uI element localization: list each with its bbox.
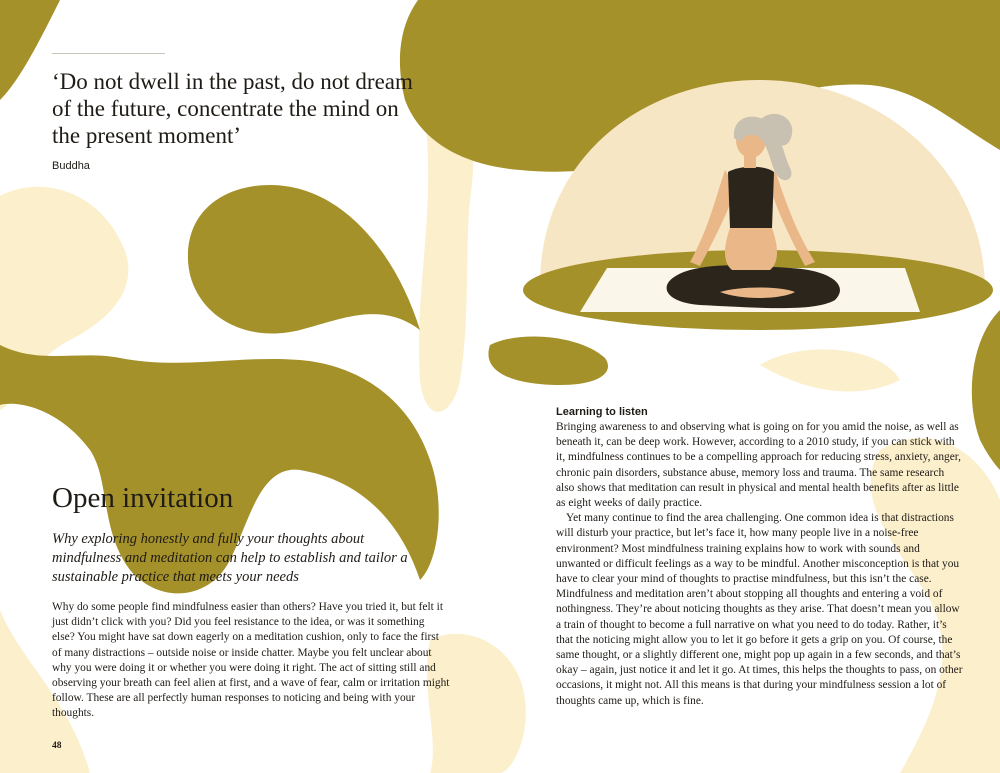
body-paragraph: Bringing awareness to and observing what is going on for you amid the noise, as well as beneath it, can be deep work. However, according to a 2010 study, if you can stick with it, mindfulness continues to be a compelling approach for reducing stress, anxiety, anger, chronic pain disorders, substance abuse, memory loss and trauma. The same research also shows that meditation can result in physical and mental health benefits after as little as eight weeks of daily practice. (556, 421, 961, 510)
article-heading: Open invitation (52, 482, 234, 514)
olive-blob-right-edge (972, 310, 1000, 470)
olive-blob-small-middle (488, 336, 608, 385)
right-column (556, 405, 964, 709)
cream-blob-right-mid (760, 349, 900, 391)
body-paragraph: Yet many continue to find the area challenging. One common idea is that distractions will disturb your practice, but let’s face it, how many people live in a noise-free environment? Most mindfulness training explains how to work with sounds and unwanted or difficult feelings as a way to be mindful. Another misconception is that you have to clear your mind of thoughts to practise mindfulness, but this isn’t the case. Mindfulness and meditation aren’t about stopping all thoughts and entering a void of nothingness. They’re about noticing thoughts as they arise. That doesn’t mean you allow a train of thought to become a full narrative on what you need to do today. Rather, it’s that the noticing might allow you to let it go before it gets a grip on you. Of course, the same thought, or a slightly different one, might pop up again in a few seconds, and that’s okay – again, just notice it and let it go. At times, this helps the thoughts to pass, on other occasions, it might not. All this means is that during your mindfulness session a lot of thoughts came up, which is fine. (556, 512, 963, 707)
pull-quote: ‘Do not dwell in the past, do not dream of the future, concentrate the mind on the present moment’ (52, 69, 413, 148)
quote-author: Buddha (52, 160, 90, 172)
olive-blob-top-left (0, 0, 60, 100)
section-title: Learning to listen (556, 406, 648, 418)
page-number: 48 (52, 741, 62, 751)
intro-paragraph: Why do some people find mindfulness easier than others? Have you tried it, but felt it just didn’t click with you? Did you feel resistance to the idea, or was it something else? You might have sat down eagerly on a meditation cushion, only to face the first of many distractions – outside noise or inside chatter. Maybe you felt unclear about why you were doing it or whether you were doing it right. The act of sitting still and observing your breath can feel alien at first, and a wave of fear, calm or irritation might follow. These are all perfectly human responses to noticing and being with your thoughts. (52, 601, 450, 720)
top-rule (52, 53, 165, 54)
article-standfirst: Why exploring honestly and fully your thoughts about mindfulness and meditation can help to establish and tailor a sustainable practice that meets your needs (52, 531, 408, 585)
olive-blob-drop-left (188, 185, 420, 334)
